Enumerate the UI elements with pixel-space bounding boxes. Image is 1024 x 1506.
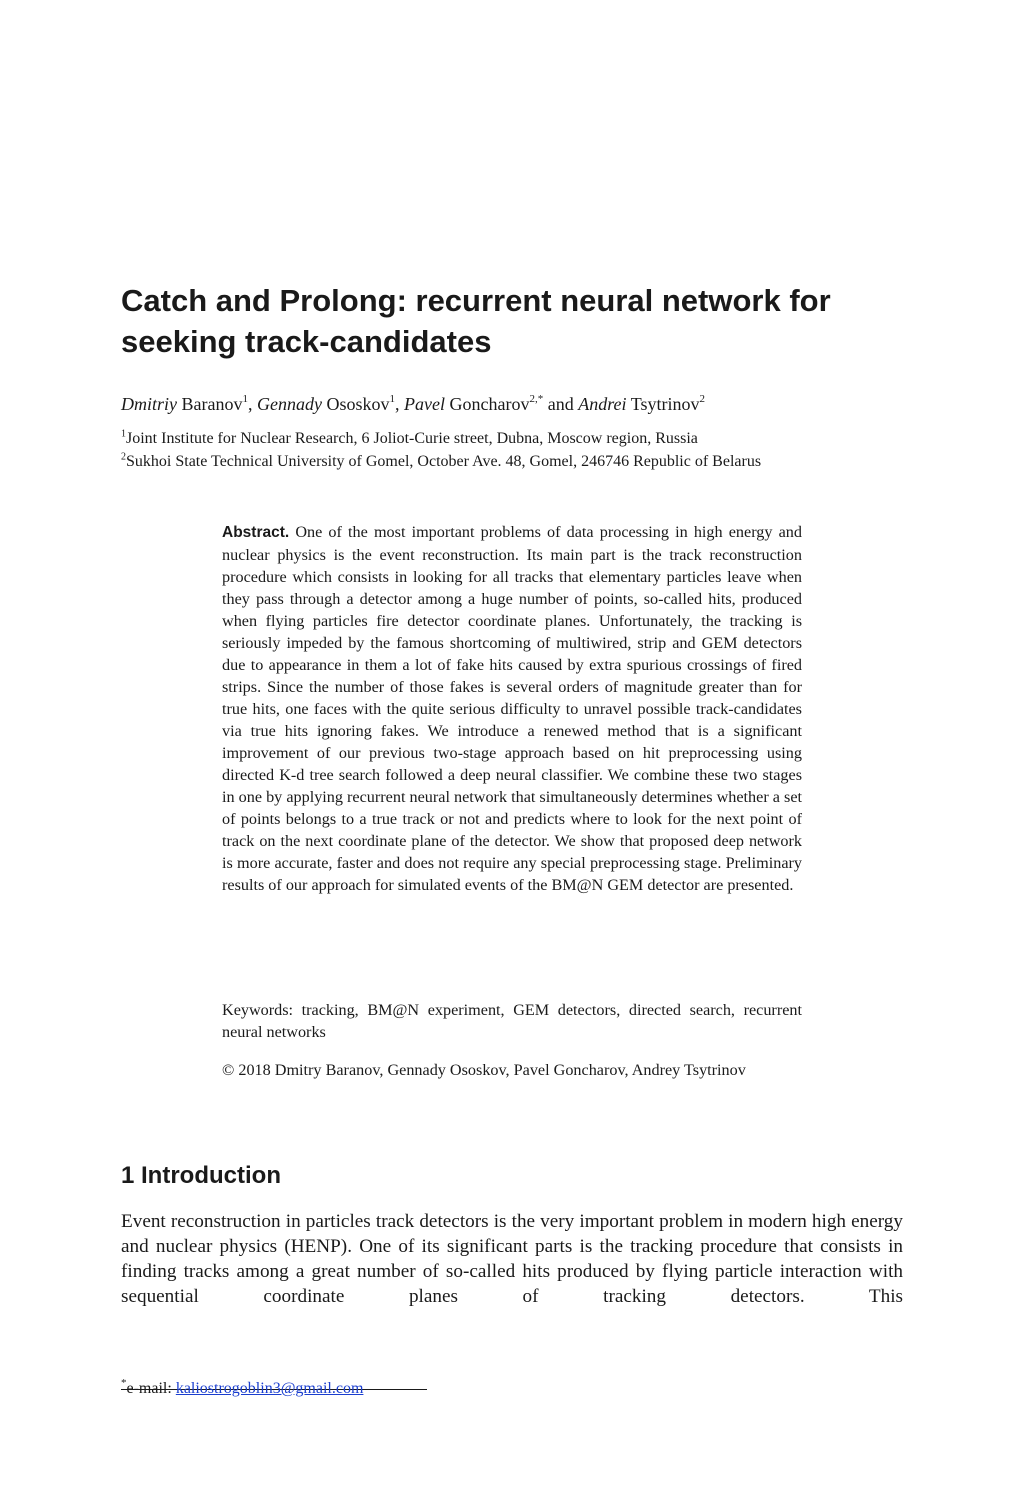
keywords: Keywords: tracking, BM@N experiment, GEM detectors, directed search, recurrent neural networks [222,1001,802,1041]
author-list: Dmitriy Baranov$^1$, Gennady Ososkov$^1$, Pavel Goncharov$^{2,*}$ and Andrei Tsytrinov$^2$ [121,393,705,414]
affiliation-1: $^1$Joint Institute for Nuclear Research, 6 Joliot-Curie street, Dubna, Moscow region, Russia [121,428,698,447]
footnote-label: e-mail: [126,1380,176,1397]
abstract-text: One of the most important problems of data processing in high energy and nuclear physics is the event reconstruction. Its main part is the track reconstruction procedure which consists in looking for all tracks that elementary particles leave when they pass through a detector among a huge number of points, so-called hits, produced when flying particles fire detector coordinate planes. Unfortunately, the tracking is seriously impeded by the famous shortcoming of multiwired, strip and GEM detectors due to appearance in them a lot of fake hits caused by extra spurious crossings of fired strips. Since the number of those fakes is several orders of magnitude greater than for true hits, one faces with the quite serious difficulty to unravel possible track-candidates via true hits ignoring fakes. We introduce a renewed method that is a significant improvement of our previous two-stage approach based on hit preprocessing using directed K-d tree search followed a deep neural classifier. We combine these two stages in one by applying recurrent neural network that simultaneously determines whether a set of points belongs to a true track or not and predicts where to look for the next point of track on the next coordinate plane of the detector. We show that proposed deep network is more accurate, faster and does not require any special preprocessing stage. Preliminary results of our approach for simulated events of the BM@N GEM detector are presented. [222,523,802,894]
abstract [222,521,802,896]
author-3: Pavel Goncharov$^{2,*}$ [403,393,544,414]
author-2: Gennady Ososkov$^1$ [256,393,395,414]
section-heading-introduction: 1 Introduction [121,1162,281,1189]
email-link[interactable]: kaliostrogoblin3@gmail.com [175,1380,364,1397]
abstract-label: Abstract. [222,524,290,541]
introduction-text: Event reconstruction in particles track detectors is the very important problem in modern high energy and nuclear physics (HENP). One of its significant parts is the tracking procedure that consists in finding tracks among a great number of so-called hits produced by flying particle interaction with sequential coordinate planes of tracking detectors. This [121,1211,903,1307]
footnote-marker: * [121,1377,127,1389]
footnote [121,1378,363,1401]
author-4: Andrei Tsytrinov$^2$ [578,393,705,414]
paper-title: Catch and Prolong: recurrent neural network for seeking track-candidates [121,283,831,359]
copyright-notice: © 2018 Dmitry Baranov, Gennady Ososkov, Pavel Goncharov, Andrey Tsytrinov [222,1061,746,1079]
affiliation-2: $^2$Sukhoi State Technical University of Gomel, October Ave. 48, Gomel, 246746 Republic of Belarus [121,451,762,470]
author-1: Dmitriy Baranov$^1$ [121,393,248,414]
